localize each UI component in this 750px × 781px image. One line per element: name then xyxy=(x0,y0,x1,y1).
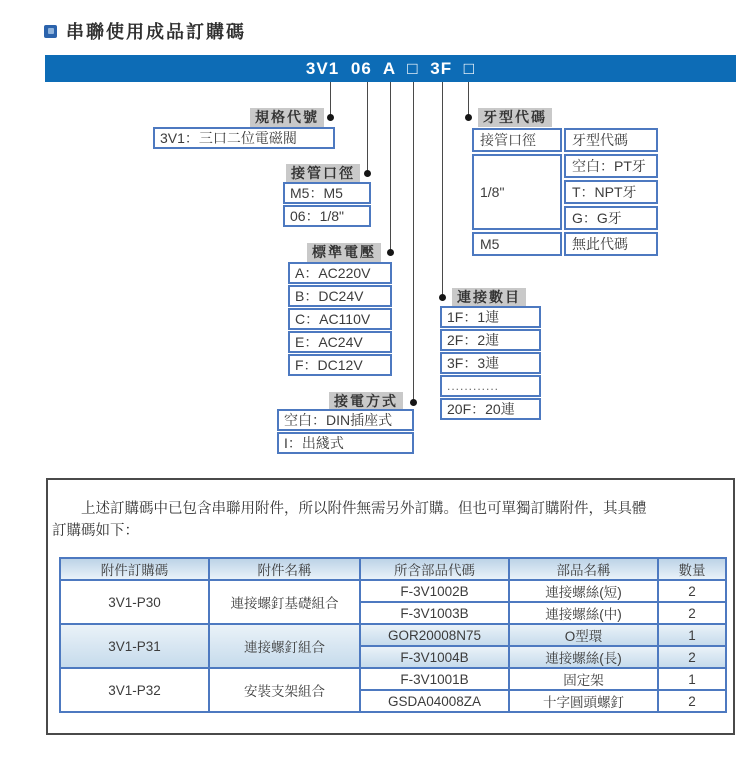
voltage-option: A：AC220V xyxy=(288,262,392,284)
link-option: 20F：20連 xyxy=(440,398,541,420)
col-header: 數量 xyxy=(658,558,726,580)
page-title: 串聯使用成品訂購碼 xyxy=(66,22,246,42)
port-option: M5：M5 xyxy=(283,182,371,204)
spec-option: 3V1：三口二位電磁閥 xyxy=(153,127,335,149)
bullet-dot-icon xyxy=(465,114,472,121)
part-code: F-3V1003B xyxy=(360,602,509,624)
label-wiring: 接電方式 xyxy=(329,392,403,411)
part-code: GSDA04008ZA xyxy=(360,690,509,712)
voltage-option: F：DC12V xyxy=(288,354,392,376)
port-size-box xyxy=(283,182,371,227)
ordering-code-banner xyxy=(45,55,736,82)
section-title-row xyxy=(44,18,246,44)
wiring-box xyxy=(277,409,414,454)
leader-line-thread xyxy=(468,82,469,117)
part-code: GOR20008N75 xyxy=(360,624,509,646)
thread-port-cell: M5 xyxy=(472,232,562,256)
label-port-size: 接管口徑 xyxy=(286,164,360,183)
part-qty: 2 xyxy=(658,646,726,668)
leader-line-spec xyxy=(330,82,331,117)
link-option-ellipsis: ............ xyxy=(440,375,541,397)
accessory-code: 3V1-P31 xyxy=(60,624,209,668)
blue-square-bullet-icon xyxy=(44,25,57,38)
voltage-box xyxy=(288,262,392,376)
accessory-code: 3V1-P30 xyxy=(60,580,209,624)
leader-line-links xyxy=(442,82,443,297)
label-spec-code: 規格代號 xyxy=(250,108,324,127)
link-option: 3F：3連 xyxy=(440,352,541,374)
table-row xyxy=(60,624,726,646)
part-name: 十字圓頭螺釘 xyxy=(509,690,658,712)
wiring-option: 空白：DIN插座式 xyxy=(277,409,414,431)
link-option: 1F：1連 xyxy=(440,306,541,328)
link-option: 2F：2連 xyxy=(440,329,541,351)
voltage-option: E：AC24V xyxy=(288,331,392,353)
leader-line-wiring xyxy=(413,82,414,403)
bullet-dot-icon xyxy=(387,249,394,256)
table-row xyxy=(60,668,726,690)
part-qty: 1 xyxy=(658,624,726,646)
part-name: 連接螺絲(中) xyxy=(509,602,658,624)
table-row xyxy=(472,232,658,256)
part-name: 固定架 xyxy=(509,668,658,690)
table-header-row xyxy=(60,558,726,580)
part-name: O型環 xyxy=(509,624,658,646)
thread-option: T：NPT牙 xyxy=(564,180,658,204)
label-voltage: 標準電壓 xyxy=(307,243,381,262)
part-code: F-3V1001B xyxy=(360,668,509,690)
bullet-dot-icon xyxy=(364,170,371,177)
part-code: F-3V1002B xyxy=(360,580,509,602)
thread-option: 無此代碼 xyxy=(564,232,658,256)
col-header: 附件名稱 xyxy=(209,558,360,580)
accessories-note: 上述訂購碼中已包含串聯用附件，所以附件無需另外訂購。但也可單獨訂購附件，其具體訂購碼如下： xyxy=(52,501,647,539)
thread-col-header: 牙型代碼 xyxy=(564,128,658,152)
voltage-option: C：AC110V xyxy=(288,308,392,330)
bullet-dot-icon xyxy=(410,399,417,406)
table-row xyxy=(472,154,658,178)
part-name: 連接螺絲(長) xyxy=(509,646,658,668)
accessory-code: 3V1-P32 xyxy=(60,668,209,712)
spec-code-box xyxy=(153,127,335,149)
part-qty: 2 xyxy=(658,580,726,602)
part-code: F-3V1004B xyxy=(360,646,509,668)
leader-line-voltage xyxy=(390,82,391,252)
col-header: 所含部品代碼 xyxy=(360,558,509,580)
thread-port-cell: 1/8" xyxy=(472,154,562,230)
voltage-option: B：DC24V xyxy=(288,285,392,307)
thread-code-table xyxy=(470,126,660,258)
label-link-count: 連接數目 xyxy=(452,288,526,307)
part-qty: 2 xyxy=(658,602,726,624)
accessory-name: 連接螺釘基礎組合 xyxy=(209,580,360,624)
part-qty: 1 xyxy=(658,668,726,690)
ordering-code-text: 3V1 06 A □ 3F □ xyxy=(305,58,476,78)
link-count-box xyxy=(440,306,541,420)
accessory-name: 安裝支架組合 xyxy=(209,668,360,712)
table-row xyxy=(60,580,726,602)
accessory-name: 連接螺釘組合 xyxy=(209,624,360,668)
parts-order-table xyxy=(59,557,727,713)
bullet-dot-icon xyxy=(327,114,334,121)
part-qty: 2 xyxy=(658,690,726,712)
wiring-option: I：出綫式 xyxy=(277,432,414,454)
part-name: 連接螺絲(短) xyxy=(509,580,658,602)
accessories-section-box xyxy=(46,478,735,735)
table-row xyxy=(472,128,658,152)
bullet-dot-icon xyxy=(439,294,446,301)
thread-option: G：G牙 xyxy=(564,206,658,230)
thread-option: 空白：PT牙 xyxy=(564,154,658,178)
col-header: 部品名稱 xyxy=(509,558,658,580)
col-header: 附件訂購碼 xyxy=(60,558,209,580)
leader-line-port xyxy=(367,82,368,173)
port-option: 06：1/8" xyxy=(283,205,371,227)
label-thread-code: 牙型代碼 xyxy=(478,108,552,127)
thread-col-header: 接管口徑 xyxy=(472,128,562,152)
